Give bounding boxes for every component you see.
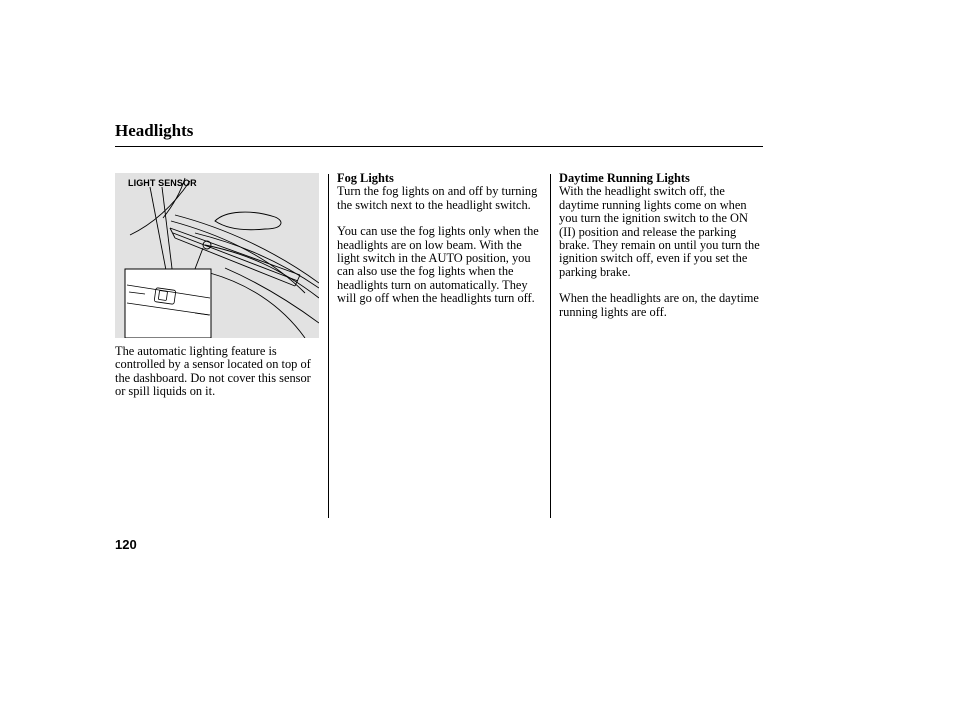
drl-section: [559, 172, 765, 319]
fog-lights-section: [337, 172, 543, 306]
fog-lights-paragraph: Turn the fog lights on and off by turning the switch next to the headlight switch.: [337, 184, 538, 212]
drl-paragraph: When the headlights are on, the daytime running lights are off.: [559, 291, 759, 319]
fog-lights-paragraph: You can use the fog lights only when the headlights are on low beam. With the light switch in the AUTO position, you can also use the fog lights when the headlights turn on automatically. They will go off when the headlights turn off.: [337, 224, 539, 306]
figure-caption: The automatic lighting feature is controlled by a sensor located on top of the dashboard. Do not cover this sensor or spill liquids on it.: [115, 344, 311, 399]
figure-caption-block: [115, 345, 320, 399]
title-rule: [115, 146, 763, 147]
drl-heading: Daytime Running Lights: [559, 171, 690, 185]
light-sensor-illustration: [115, 173, 319, 338]
column-divider-2: [550, 174, 551, 518]
fog-lights-heading: Fog Lights: [337, 171, 394, 185]
dashboard-drawing: [115, 173, 319, 338]
column-divider-1: [328, 174, 329, 518]
page-number: 120: [115, 537, 137, 552]
drl-paragraph: With the headlight switch off, the daytime running lights come on when you turn the ignition switch to the ON (II) position and release the parking brake. They remain on until you turn the ignition switch off, even if you set the parking brake.: [559, 184, 760, 279]
page-title: Headlights: [115, 121, 194, 140]
light-sensor-label: LIGHT SENSOR: [128, 178, 197, 188]
